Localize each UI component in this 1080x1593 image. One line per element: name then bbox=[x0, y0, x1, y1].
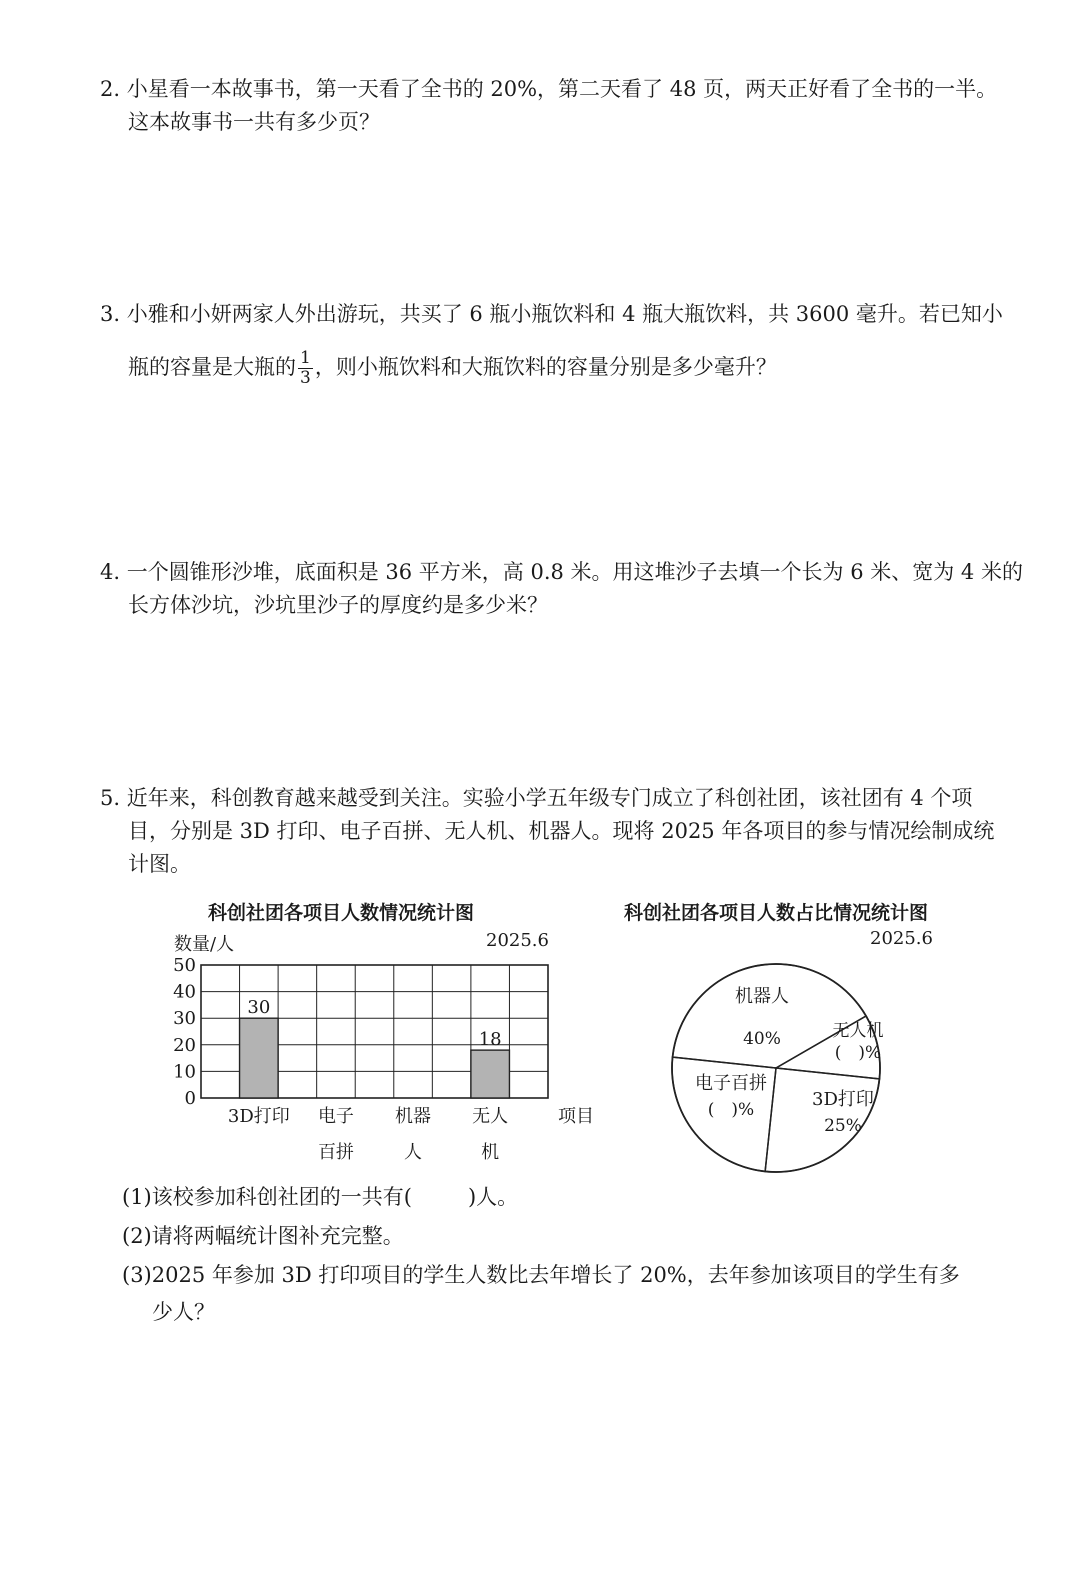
question-5-line-3: 计图。 bbox=[128, 852, 191, 876]
y-tick-label: 0 bbox=[184, 1088, 196, 1109]
pie-chart bbox=[660, 955, 900, 1185]
bar bbox=[471, 1050, 510, 1098]
question-5-line-2: 目，分别是 3D 打印、电子百拼、无人机、机器人。现将 2025 年各项目的参与情况绘制成统 bbox=[128, 819, 995, 843]
y-tick-label: 10 bbox=[173, 1061, 196, 1083]
pie-slice-label: 电子百拼 bbox=[695, 1073, 767, 1094]
x-tick-label: 机器 bbox=[395, 1106, 432, 1127]
pie-chart-date: 2025.6 bbox=[870, 928, 933, 949]
bar bbox=[240, 1018, 279, 1098]
bar-chart-y-axis-label: 数量/人 bbox=[174, 934, 235, 955]
pie-slice-value: 40% bbox=[743, 1029, 781, 1049]
question-3-line-1: 3. 小雅和小妍两家人外出游玩，共买了 6 瓶小瓶饮料和 4 瓶大瓶饮料，共 3600 毫升。若已知小 bbox=[100, 302, 1003, 326]
pie-slice-label: 无人机 bbox=[832, 1021, 884, 1041]
question-2-line-2: 这本故事书一共有多少页？ bbox=[128, 110, 380, 134]
x-tick-label: 机 bbox=[481, 1142, 500, 1163]
bar-data-label: 30 bbox=[247, 997, 271, 1019]
question-3 bbox=[100, 298, 1060, 388]
pie-slice-label: 3D打印 bbox=[812, 1089, 874, 1110]
x-tick-label: 电子 bbox=[317, 1106, 354, 1127]
pie-slice-value: ( )% bbox=[834, 1043, 882, 1063]
bar-chart bbox=[150, 950, 610, 1170]
fraction-denominator: 3 bbox=[300, 368, 311, 388]
y-tick-label: 30 bbox=[173, 1008, 196, 1030]
x-tick-label: 百拼 bbox=[317, 1142, 354, 1163]
bar-chart-date: 2025.6 bbox=[486, 930, 549, 951]
question-3-line-2-b: ，则小瓶饮料和大瓶饮料的容量分别是多少毫升？ bbox=[314, 355, 777, 379]
y-tick-label: 20 bbox=[173, 1034, 196, 1056]
question-4 bbox=[100, 556, 1060, 622]
question-4-line-2: 长方体沙坑，沙坑里沙子的厚度约是多少米？ bbox=[128, 593, 548, 617]
sub-question-3-line-2: 少人？ bbox=[152, 1300, 215, 1324]
question-5 bbox=[100, 782, 1060, 881]
sub-question-1-b: )人。 bbox=[467, 1185, 519, 1209]
x-tick-label: 3D打印 bbox=[227, 1106, 290, 1127]
pie-slice-label: 机器人 bbox=[735, 986, 789, 1007]
pie-slice-value: 25% bbox=[824, 1116, 862, 1136]
sub-question-3-line-1: (3)2025 年参加 3D 打印项目的学生人数比去年增长了 20%，去年参加该项目的学生有多 bbox=[122, 1263, 960, 1287]
bar-chart-title: 科创社团各项目人数情况统计图 bbox=[208, 902, 475, 924]
x-tick-label: 无人 bbox=[472, 1106, 509, 1127]
bar-data-label: 18 bbox=[478, 1029, 502, 1051]
fraction-numerator: 1 bbox=[300, 348, 311, 368]
x-axis-label: 项目 bbox=[558, 1106, 594, 1127]
y-tick-label: 40 bbox=[173, 981, 196, 1003]
pie-chart-title: 科创社团各项目人数占比情况统计图 bbox=[624, 902, 929, 924]
question-2-line-1: 2. 小星看一本故事书，第一天看了全书的 20%，第二天看了 48 页，两天正好看了全书的一半。 bbox=[100, 77, 998, 101]
pie-slice bbox=[765, 1068, 879, 1172]
question-2 bbox=[100, 73, 1060, 139]
question-3-line-2-a: 瓶的容量是大瓶的 bbox=[128, 355, 296, 379]
y-tick-label: 50 bbox=[173, 955, 196, 976]
question-5-line-1: 5. 近年来，科创教育越来越受到关注。实验小学五年级专门成立了科创社团，该社团有 4 个项 bbox=[100, 786, 973, 810]
sub-question-1 bbox=[122, 1180, 518, 1214]
question-3-line-2 bbox=[100, 349, 1060, 388]
x-tick-label: 人 bbox=[404, 1142, 423, 1163]
question-4-line-1: 4. 一个圆锥形沙堆，底面积是 36 平方米，高 0.8 米。用这堆沙子去填一个长为 6 米、宽为 4 米的 bbox=[100, 560, 1023, 584]
sub-question-2: (2)请将两幅统计图补充完整。 bbox=[122, 1224, 404, 1248]
fraction-one-third bbox=[298, 349, 313, 388]
sub-question-1-a: (1)该校参加科创社团的一共有( bbox=[122, 1185, 412, 1209]
pie-slice-value: ( )% bbox=[707, 1100, 755, 1120]
